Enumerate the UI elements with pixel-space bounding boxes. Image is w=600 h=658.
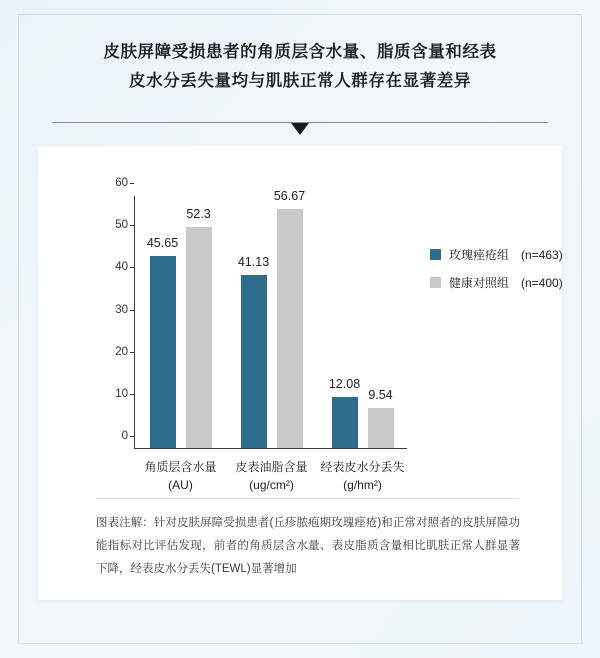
legend-item-0 — [430, 246, 563, 263]
y-tick-mark — [130, 267, 134, 268]
chart-plot-area — [115, 177, 407, 492]
bar-value-label: 45.65 — [146, 235, 179, 250]
border-bottom — [18, 643, 582, 644]
x-axis-label-line2: (AU) — [168, 478, 193, 492]
bar — [186, 227, 212, 448]
bar — [332, 397, 358, 448]
y-axis-tick: 60 — [115, 177, 128, 189]
divider — [52, 122, 548, 142]
bar — [241, 275, 267, 448]
x-axis-label-line1: 经表皮水分丢失 — [320, 460, 405, 474]
bar-chart — [38, 160, 562, 490]
y-axis-tick: 20 — [115, 346, 128, 358]
x-axis-label-line2: (ug/cm²) — [249, 478, 294, 492]
page-title-line1: 皮肤屏障受损患者的角质层含水量、脂质含量和经表 — [103, 43, 497, 61]
border-left — [18, 14, 19, 644]
legend-swatch-icon — [430, 277, 441, 288]
legend-item-1 — [430, 274, 563, 291]
y-axis-tick: 0 — [122, 430, 128, 442]
y-tick-mark — [130, 310, 134, 311]
y-tick-mark — [130, 394, 134, 395]
bar-group — [317, 196, 408, 492]
legend-swatch-icon — [430, 249, 441, 260]
page-title-line2: 皮水分丢失量均与肌肤正常人群存在显著差异 — [129, 72, 471, 90]
y-tick-mark — [130, 352, 134, 353]
bar-group — [135, 196, 226, 492]
triangle-down-icon — [291, 123, 309, 135]
border-right — [581, 14, 582, 644]
chart-note: 图表注解：针对皮肤屏障受损患者(丘疹脓疱期玫瑰痤疮)和正常对照者的皮肤屏障功能指标对比评估发现，前者的角质层含水量、表皮脂质含量相比肌肤正常人群显著下降，经表皮水分丢失(TEWL)显著增加 — [96, 517, 520, 575]
y-axis-tick: 10 — [115, 388, 128, 400]
x-axis-label-line2: (g/hm²) — [343, 478, 382, 492]
chart-legend — [430, 246, 563, 302]
legend-label: 健康对照组 — [449, 276, 510, 290]
x-axis-label-line1: 角质层含水量 — [144, 460, 217, 474]
legend-count: (n=463) — [521, 247, 563, 262]
y-axis-tick: 30 — [115, 304, 128, 316]
bar — [150, 256, 176, 448]
note-divider — [96, 498, 518, 499]
x-axis-label-line1: 皮表油脂含量 — [235, 460, 308, 474]
legend-label: 玫瑰痤疮组 — [449, 248, 510, 262]
bar-value-label: 56.67 — [273, 189, 306, 204]
y-tick-mark — [130, 183, 134, 184]
y-tick-mark — [130, 225, 134, 226]
y-tick-mark — [130, 436, 134, 437]
y-axis-tick: 50 — [115, 219, 128, 231]
bar-value-label: 9.54 — [368, 387, 393, 402]
chart-card — [38, 146, 562, 600]
bar — [277, 209, 303, 448]
page-title — [40, 38, 560, 96]
legend-count: (n=400) — [521, 275, 563, 290]
bar-group — [226, 189, 317, 492]
border-top — [18, 14, 582, 15]
x-axis-label — [293, 458, 433, 494]
bar-value-label: 12.08 — [328, 377, 361, 392]
y-axis-tick: 40 — [115, 261, 128, 273]
bar-value-label: 41.13 — [237, 254, 270, 269]
bar-value-label: 52.3 — [186, 207, 211, 222]
bar — [368, 408, 394, 448]
